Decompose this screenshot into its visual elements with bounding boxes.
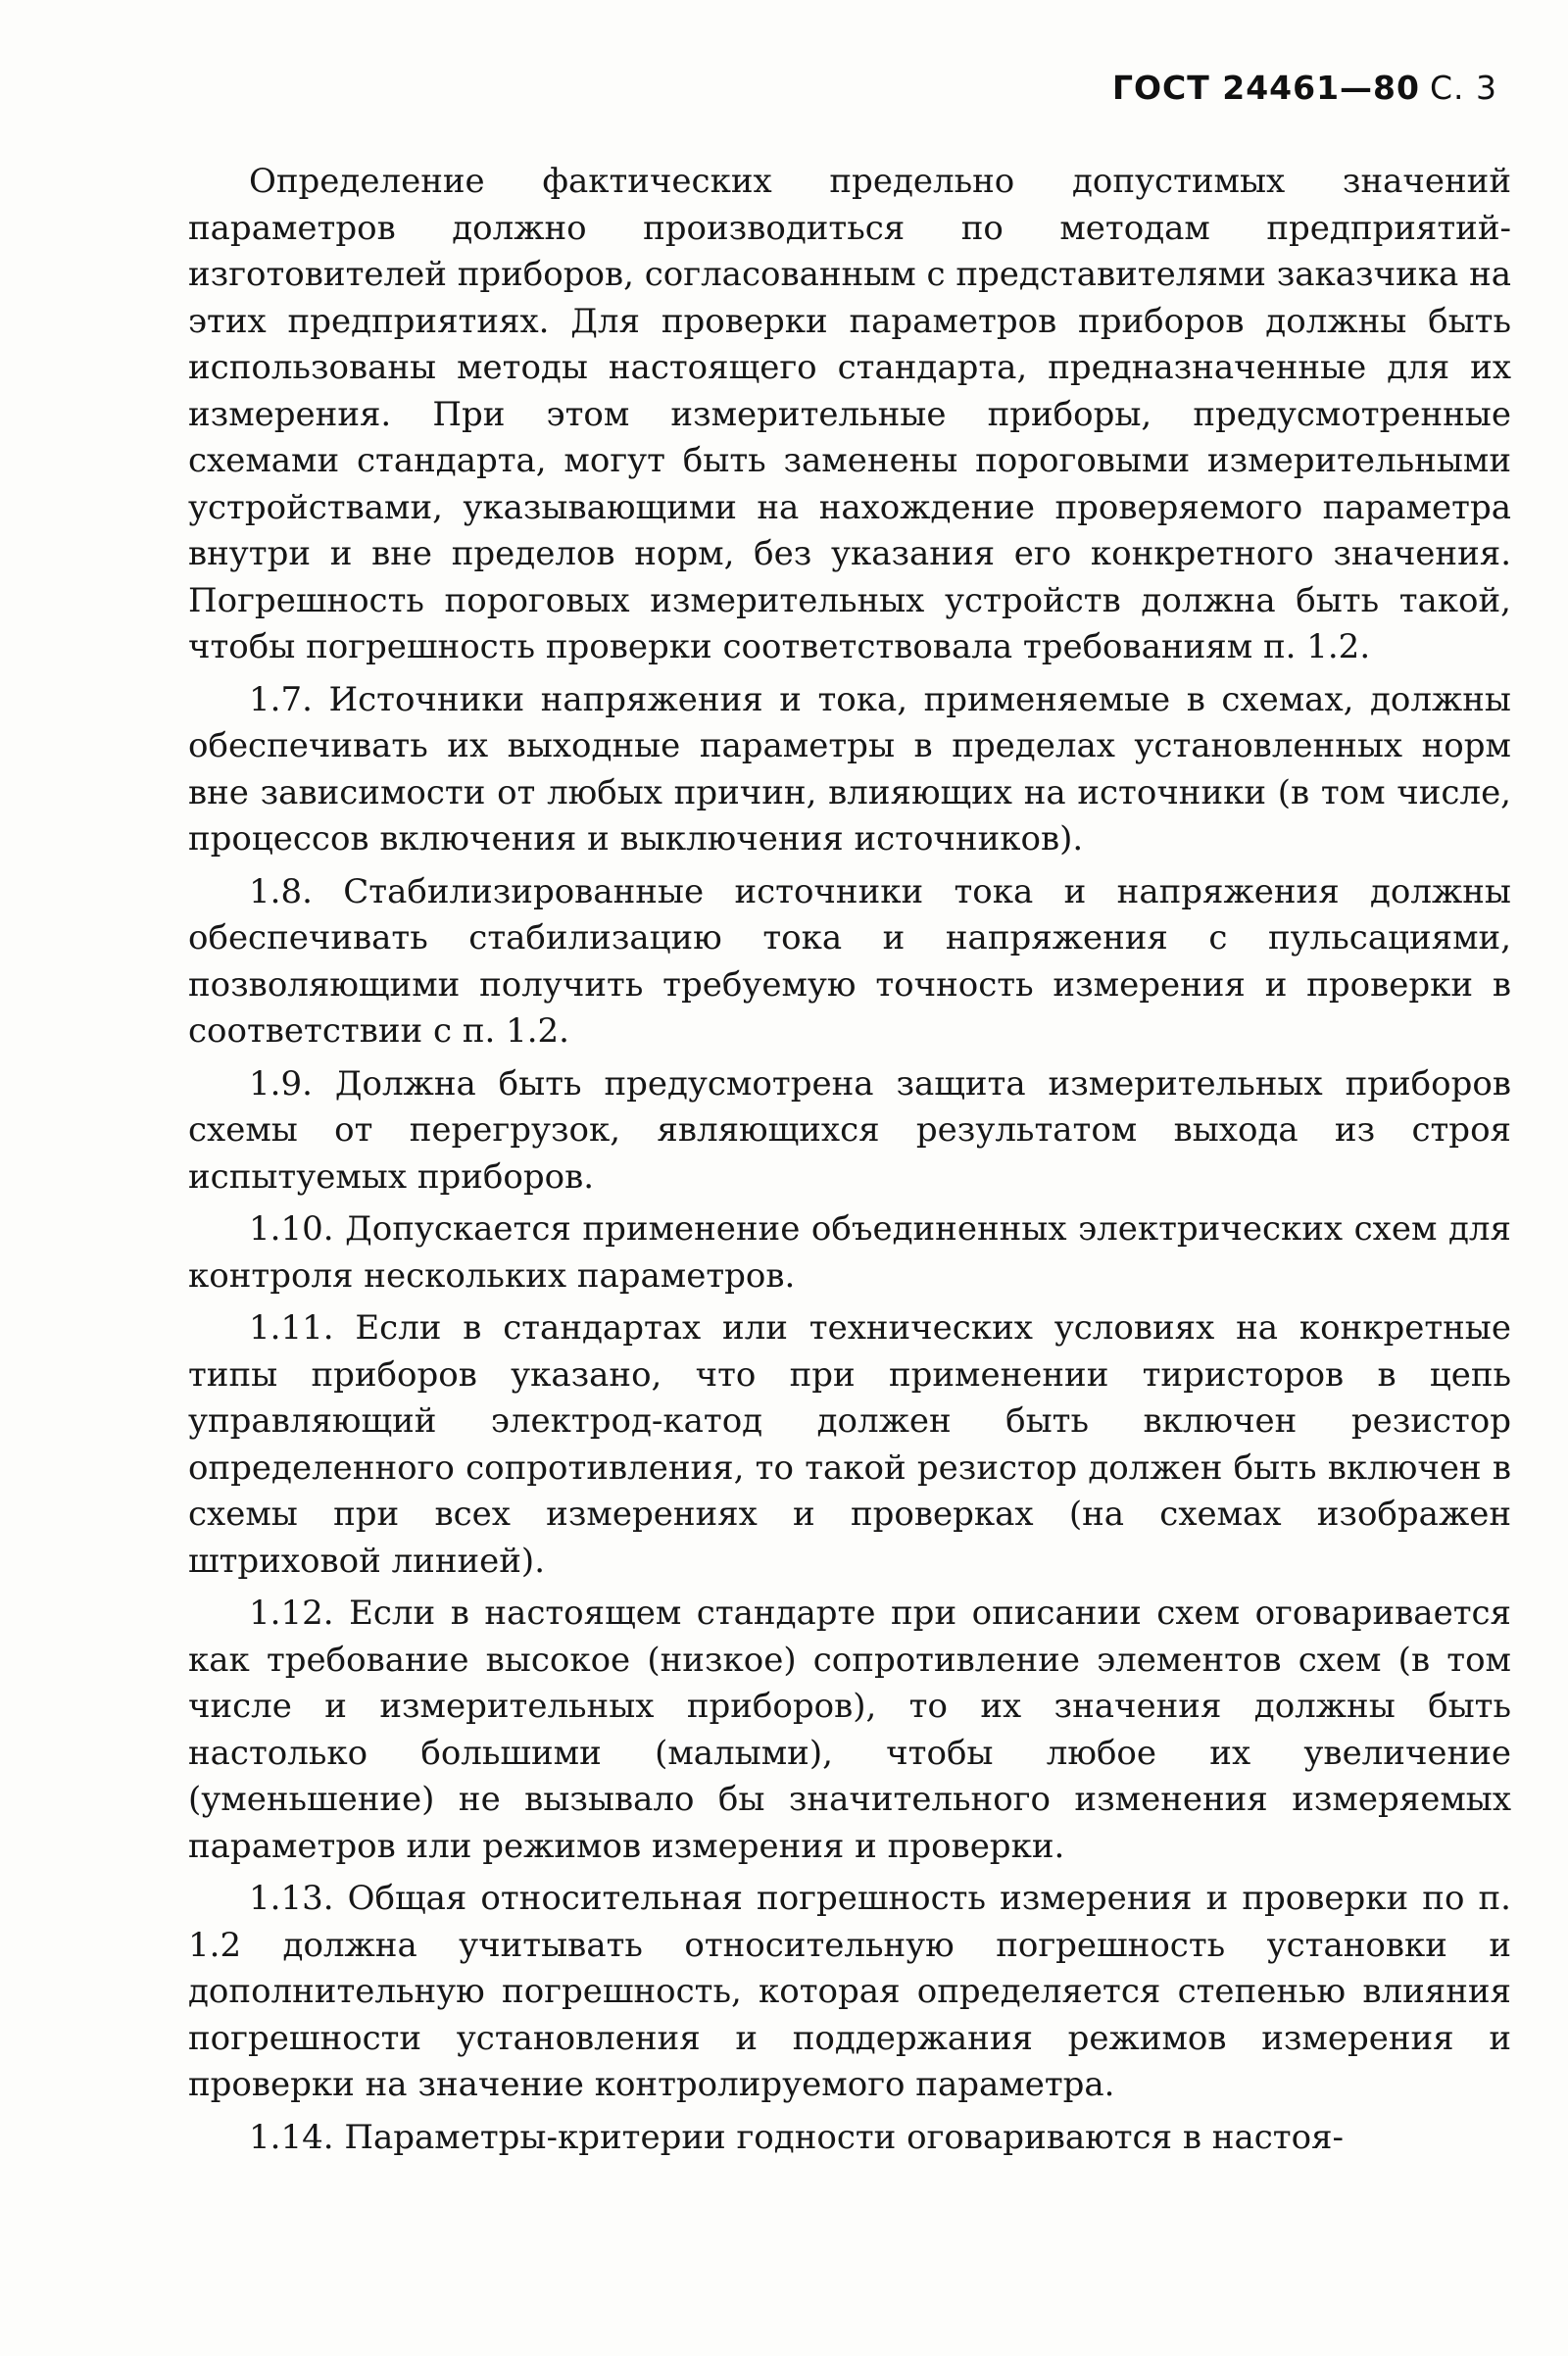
clause-text: Если в стандартах или технических условиях на конкретные типы приборов указано, что при применении тиристоров в цепь управляющий электрод-катод должен быть включен резистор определенного сопротивления, то такой резистор должен быть включен в схемы при всех измерениях и проверках (на схемах изображен штриховой линией). (188, 1308, 1511, 1581)
document-body (188, 159, 1511, 2161)
clause-number: 1.10. (249, 1209, 334, 1249)
clause-1-14 (188, 2115, 1511, 2162)
clause-text: Общая относительная погрешность измерения и проверки по п. 1.2 должна учитывать относительную погрешность установки и дополнительную погрешность, которая определяется степенью влияния погрешности установления и поддержания режимов измерения и проверки на значение контролируемого параметра. (188, 1879, 1511, 2104)
clause-1-13 (188, 1876, 1511, 2109)
clause-number: 1.7. (249, 679, 313, 719)
clause-number: 1.11. (249, 1308, 334, 1348)
clause-1-8 (188, 869, 1511, 1055)
paragraph-text: Определение фактических предельно допустимых значений параметров должно производиться по методам предприятий-изготовителей приборов, согласованным с представителями заказчика на этих предприятиях. Для проверки параметров приборов должны быть использованы методы настоящего стандарта, предназначенные для их измерения. При этом измерительные приборы, предусмотренные схемами стандарта, могут быть заменены пороговыми измерительными устройствами, указывающими на нахождение проверяемого параметра внутри и вне пределов норм, без указания его конкретного значения. Погрешность пороговых измерительных устройств должна быть такой, чтобы погрешность проверки соответствовала требованиям п. 1.2. (188, 162, 1511, 666)
clause-1-9 (188, 1061, 1511, 1202)
clause-number: 1.8. (249, 871, 313, 911)
standard-number: ГОСТ 24461—80 (1111, 69, 1420, 107)
clause-1-12 (188, 1591, 1511, 1870)
clause-number: 1.9. (249, 1063, 313, 1104)
clause-number: 1.14. (249, 2117, 334, 2157)
clause-text: Если в настоящем стандарте при описании схем оговаривается как требование высокое (низкое) сопротивление элементов схем (в том числе и измерительных приборов), то их значения должны быть настолько большими (малыми), чтобы любое их увеличение (уменьшение) не вызывало бы значительного изменения измеряемых параметров или режимов измерения и проверки. (188, 1594, 1511, 1866)
clause-text: Стабилизированные источники тока и напряжения должны обеспечивать стабилизацию тока и напряжения с пульсациями, позволяющими получить требуемую точность измерения и проверки в соответствии с п. 1.2. (188, 871, 1511, 1051)
clause-text: Должна быть предусмотрена защита измерительных приборов схемы от перегрузок, являющихся результатом выхода из строя испытуемых приборов. (188, 1063, 1511, 1197)
page-number: С. 3 (1429, 69, 1497, 107)
clause-text: Источники напряжения и тока, применяемые в схемах, должны обеспечивать их выходные параметры в пределах установленных норм вне зависимости от любых причин, влияющих на источники (в том числе, процессов включения и выключения источников). (188, 679, 1511, 859)
clause-1-10 (188, 1206, 1511, 1300)
clause-1-11 (188, 1305, 1511, 1585)
clause-text: Допускается применение объединенных электрических схем для контроля нескольких параметров. (188, 1209, 1511, 1296)
page-header (1112, 69, 1497, 107)
clause-text: Параметры-критерии годности оговариваются в настоя- (344, 2117, 1344, 2157)
clause-number: 1.13. (249, 1879, 334, 1918)
clause-number: 1.12. (249, 1594, 334, 1633)
clause-1-7 (188, 677, 1511, 863)
paragraph-intro (188, 159, 1511, 671)
